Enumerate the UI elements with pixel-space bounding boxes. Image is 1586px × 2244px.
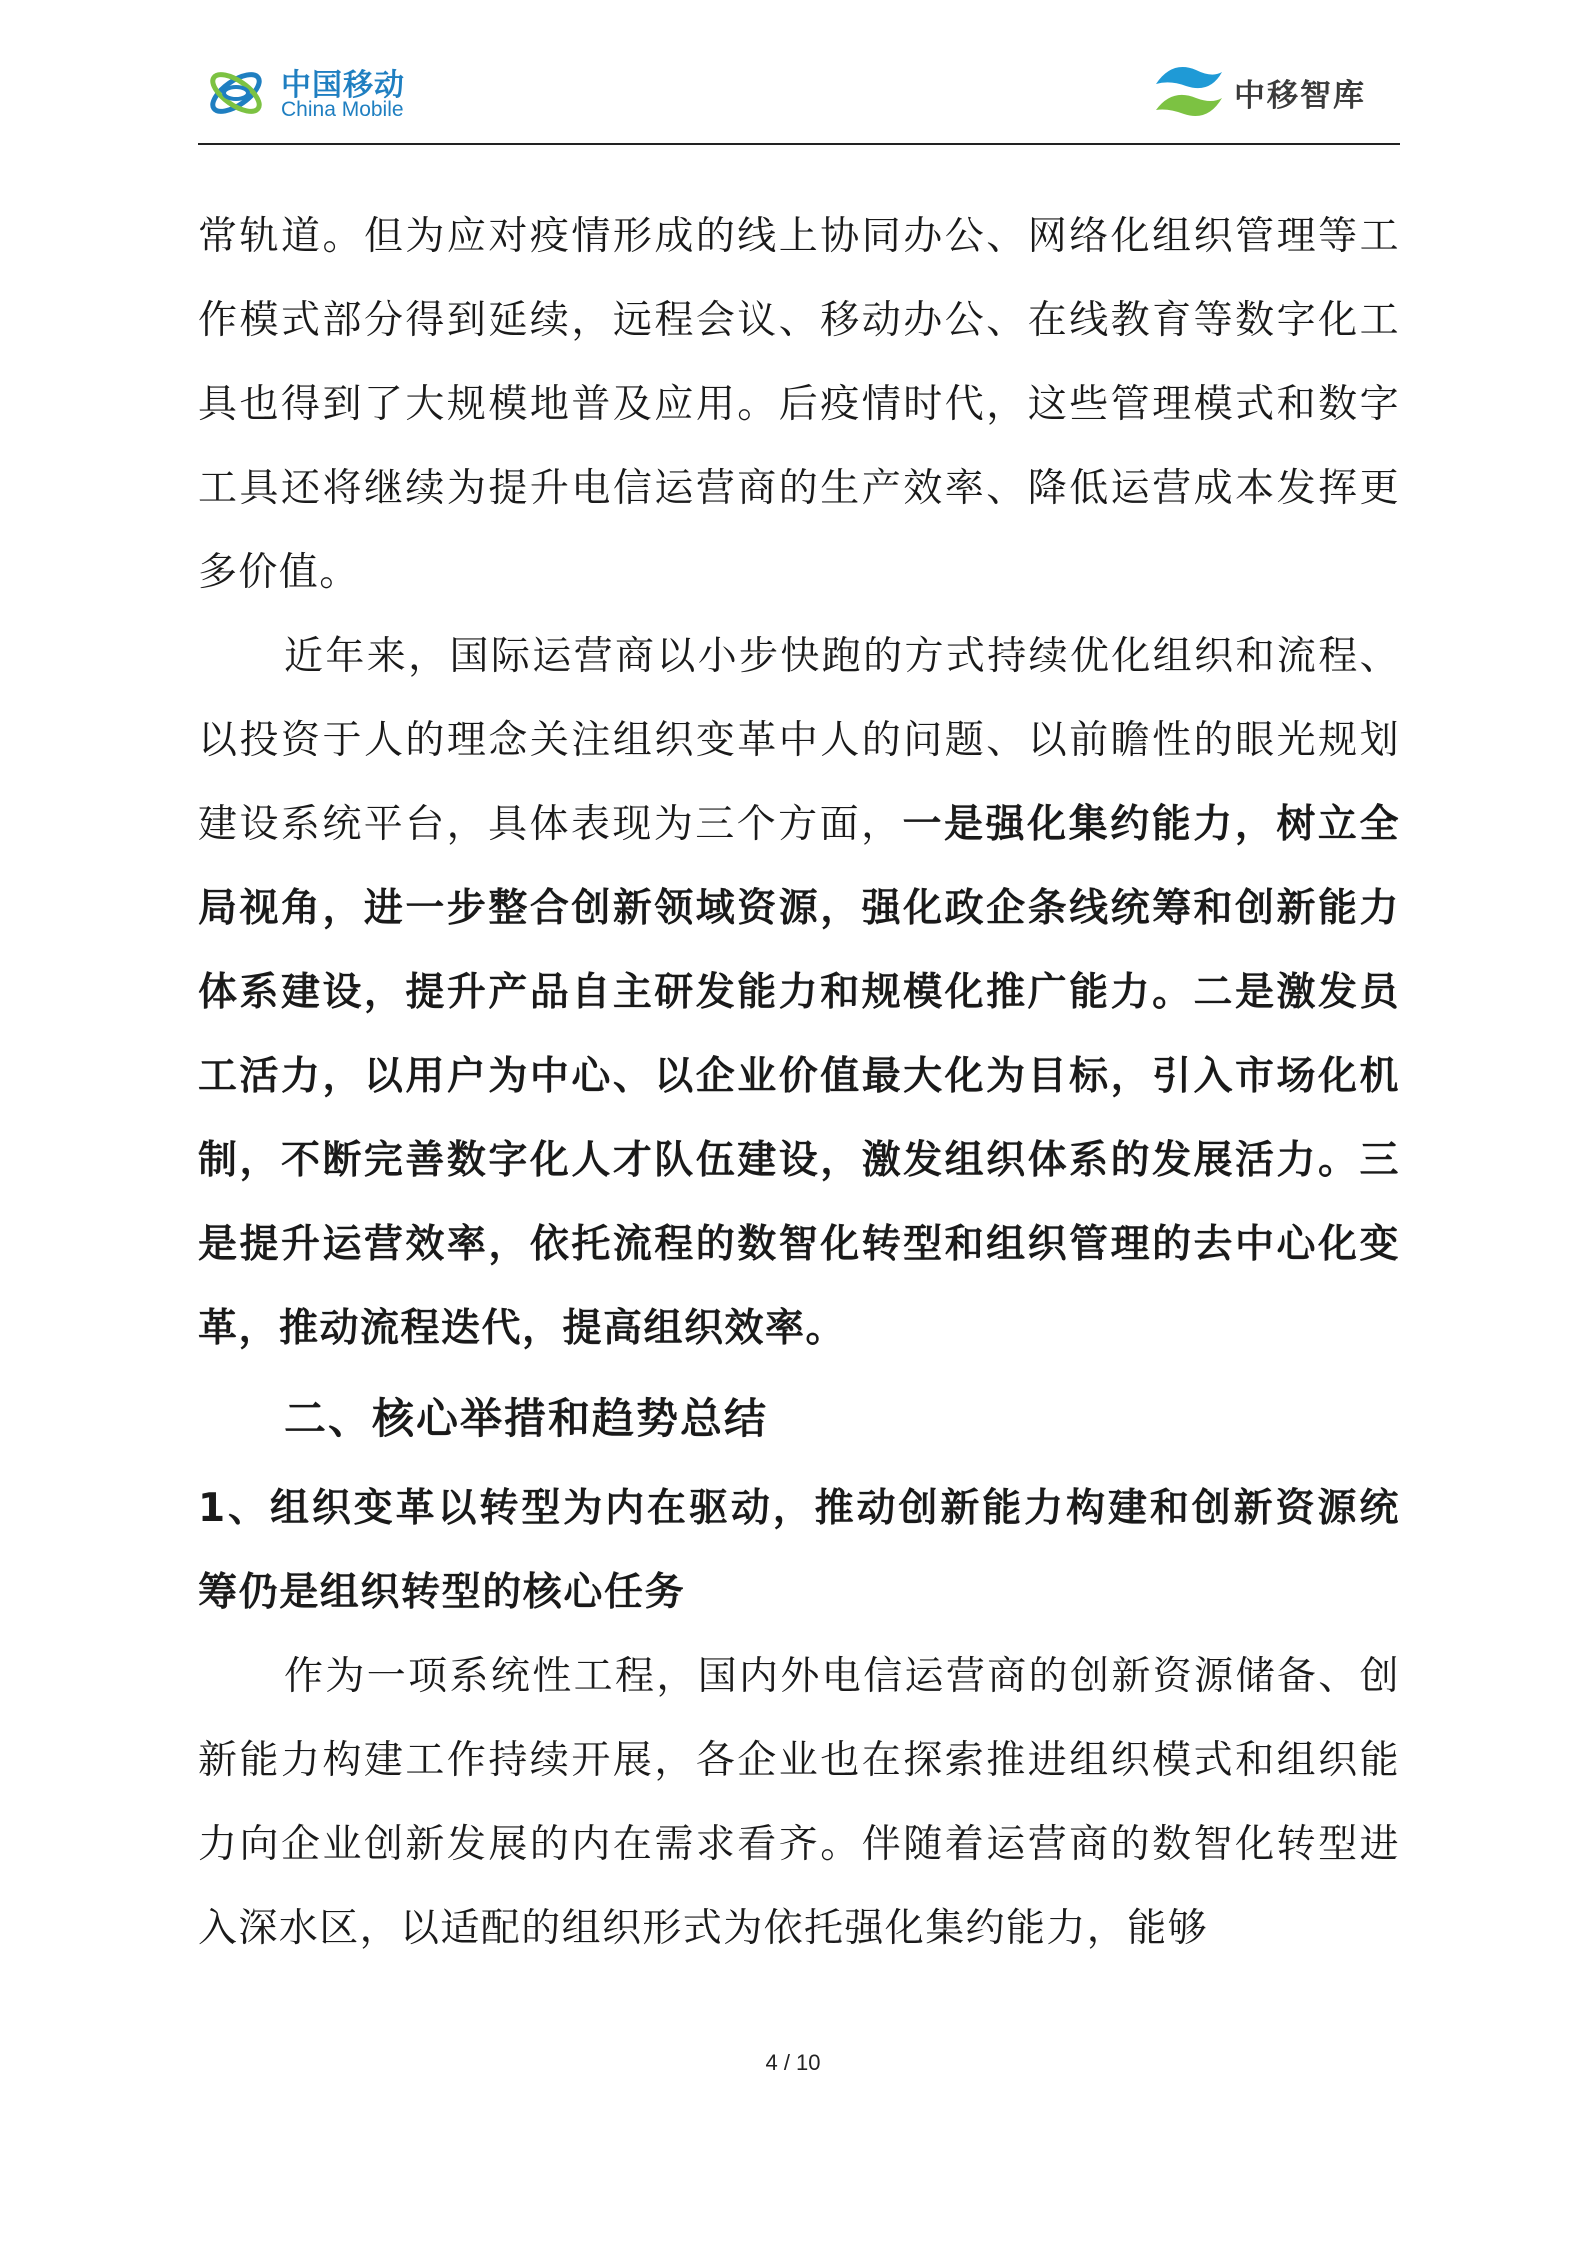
paragraph-2-bold: 一是强化集约能力，树立全局视角，进一步整合创新领域资源，强化政企条线统筹和创新能力体系建设，提升产品自主研发能力和规模化推广能力。二是激发员工活力，以用户为中心、以企业价值最大化为目标，引入市场化机制，不断完善数字化人才队伍建设，激发组织体系的发展活力。三是提升运营效率，依托流程的数智化转型和组织管理的去中心化变革，推动流程迭代，提高组织效率。	[198, 802, 1400, 1351]
page-header	[0, 0, 1586, 150]
paragraph-2	[198, 615, 1400, 1371]
zhongyi-zhiku-name: 中移智库	[1234, 78, 1366, 114]
china-mobile-name-en: China Mobile	[281, 98, 404, 121]
paragraph-3: 作为一项系统性工程，国内外电信运营商的创新资源储备、创新能力构建工作持续开展，各企业也在探索推进组织模式和组织能力向企业创新发展的内在需求看齐。伴随着运营商的数智化转型进入深水区，以适配的组织形式为依托强化集约能力，能够	[198, 1654, 1400, 1951]
page-number: 4 / 10	[765, 2050, 821, 2075]
header-divider	[198, 143, 1400, 145]
paragraph-1: 常轨道。但为应对疫情形成的线上协同办公、网络化组织管理等工作模式部分得到延续，远程会议、移动办公、在线教育等数字化工具也得到了大规模地普及应用。后疫情时代，这些管理模式和数字工具还将继续为提升电信运营商的生产效率、降低运营成本发挥更多价值。	[198, 214, 1400, 595]
zhongyi-zhiku-logo	[1150, 58, 1390, 128]
document-body	[198, 195, 1400, 1971]
paragraph-2-text: 近年来，国际运营商以小步快跑的方式持续优化组织和流程、以投资于人的理念关注组织变革中人的问题、以前瞻性的眼光规划建设系统平台，具体表现为三个方面，	[198, 634, 1400, 847]
subsection-heading: 1、组织变革以转型为内在驱动，推动创新能力构建和创新资源统筹仍是组织转型的核心任务	[198, 1486, 1400, 1615]
china-mobile-logo	[205, 58, 425, 128]
zhongyi-zhiku-icon	[1150, 58, 1228, 126]
china-mobile-swirl-icon	[205, 62, 267, 124]
china-mobile-name-cn: 中国移动	[281, 68, 405, 103]
section-heading: 二、核心举措和趋势总结	[284, 1394, 769, 1443]
